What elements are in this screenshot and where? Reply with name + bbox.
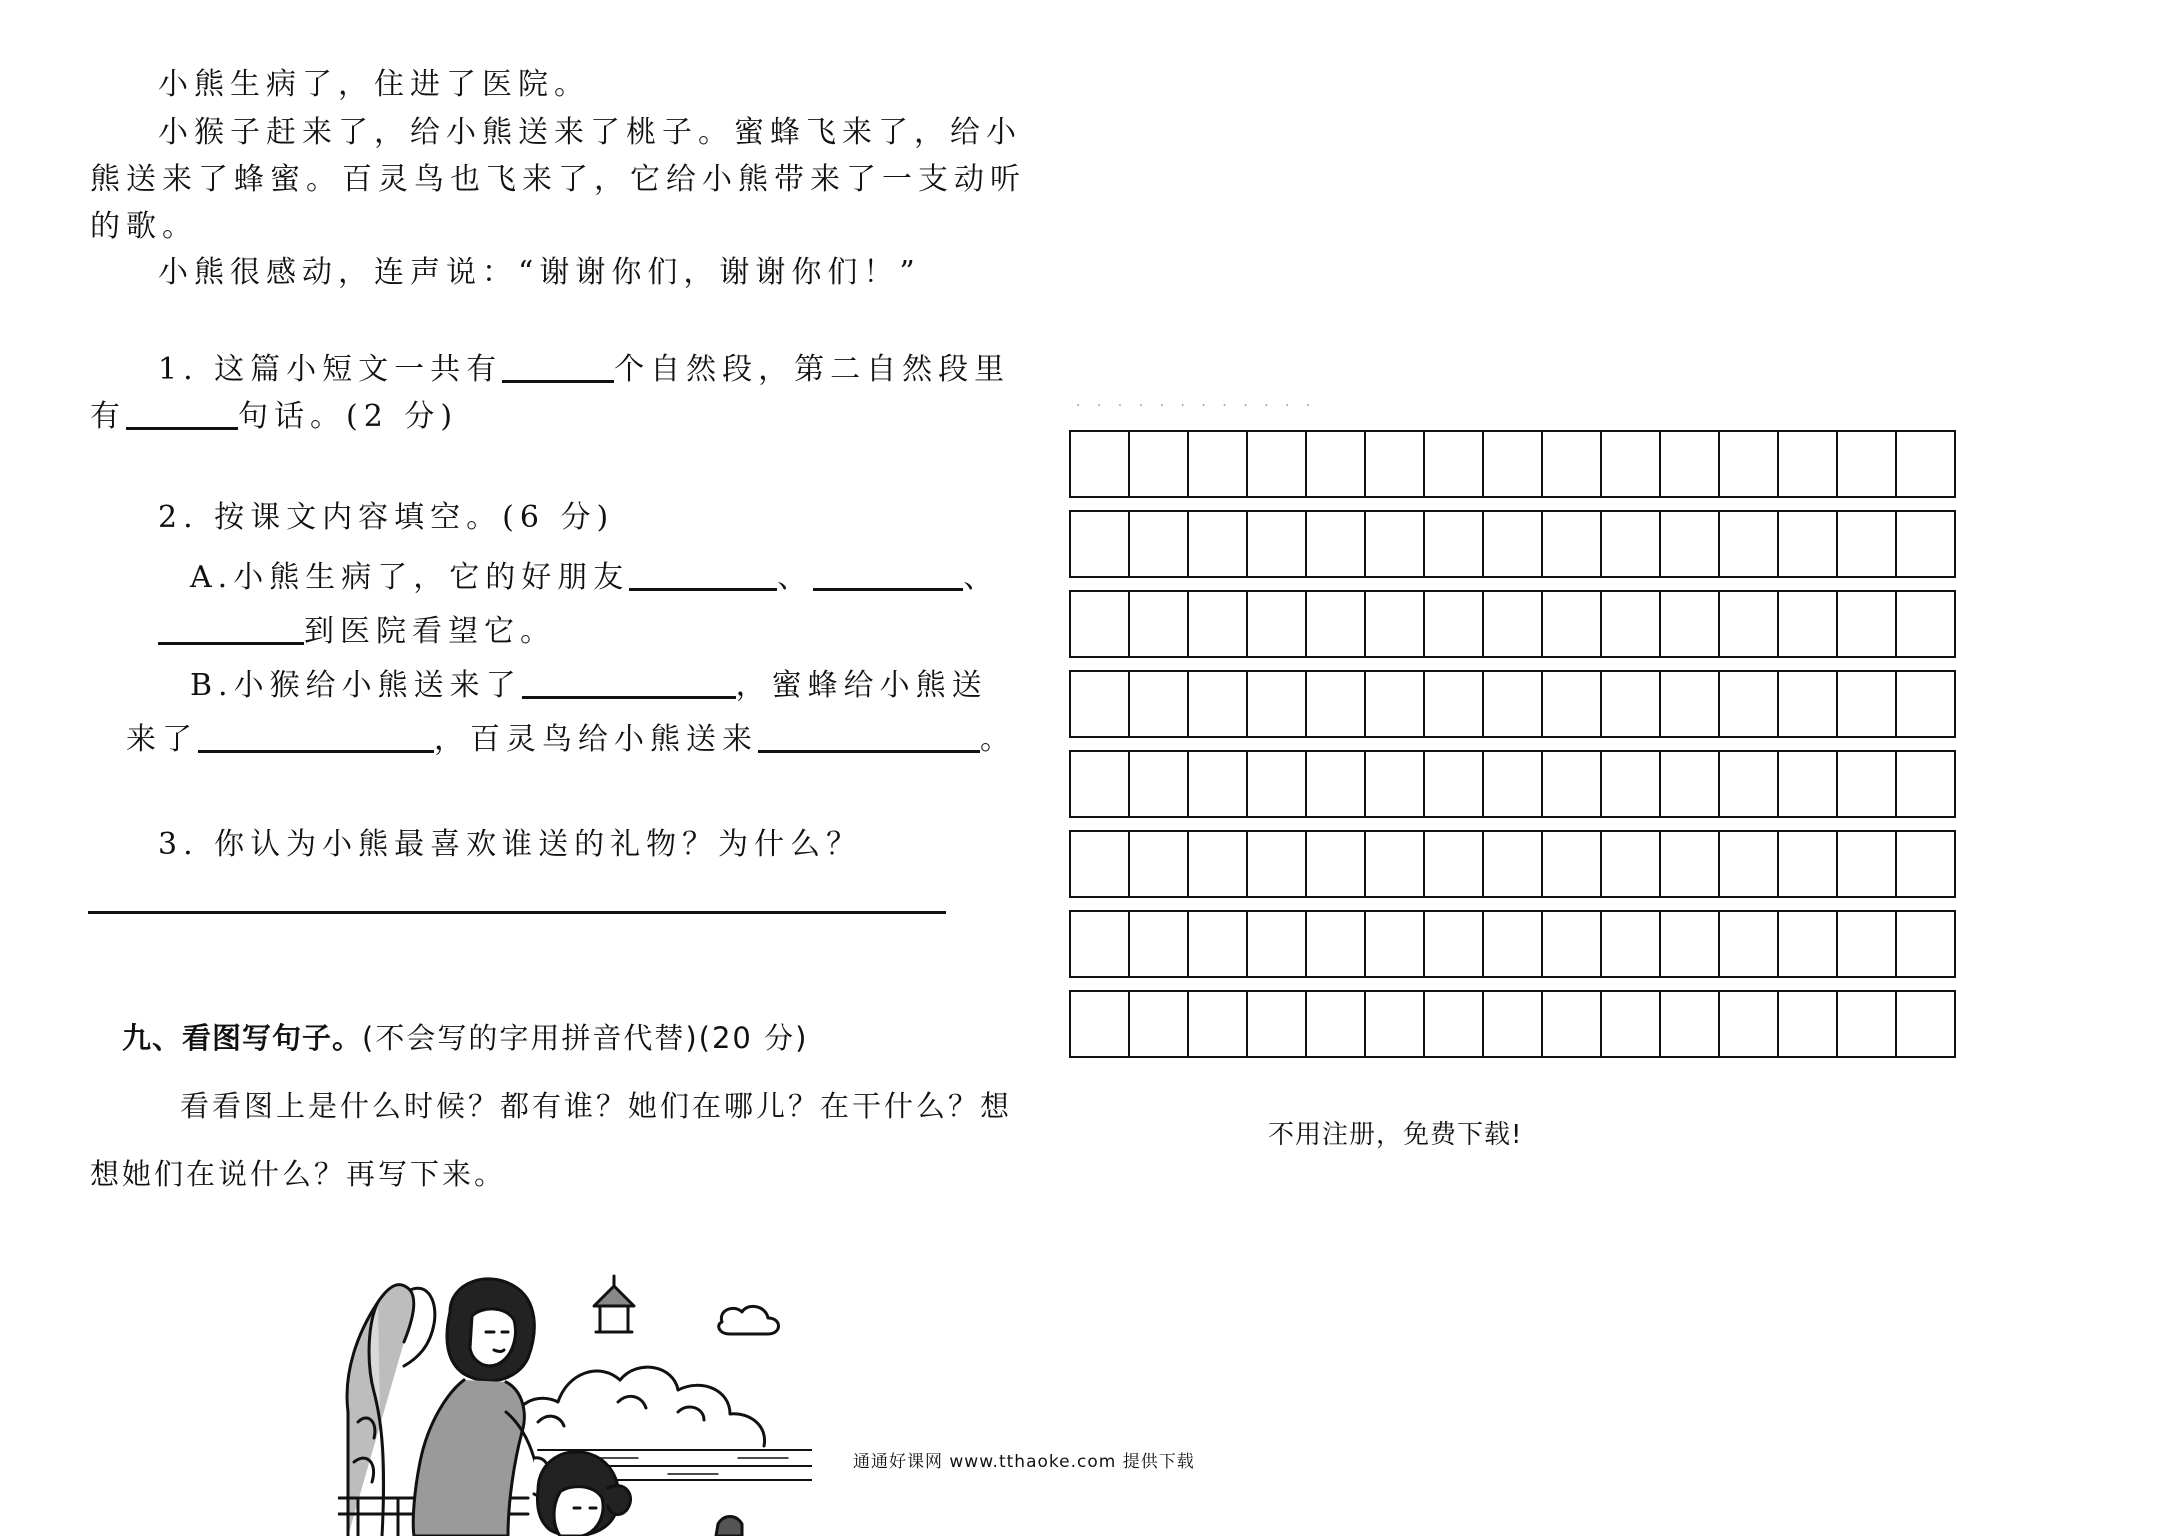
grid-cell[interactable]	[1484, 432, 1543, 496]
grid-cell[interactable]	[1425, 832, 1484, 896]
question-1-text-c: 有	[90, 399, 126, 434]
grid-cell[interactable]	[1779, 432, 1838, 496]
question-2-a-text-2: 到医院看望它。	[304, 614, 556, 649]
question-2-b-blank-lark[interactable]	[758, 720, 980, 753]
footer-source-credit: 通通好课网 www.tthaoke.com 提供下载	[853, 1452, 1195, 1472]
grid-cell[interactable]	[1661, 512, 1720, 576]
grid-row	[1069, 510, 1956, 578]
grid-cell[interactable]	[1484, 512, 1543, 576]
grid-cell[interactable]	[1189, 752, 1248, 816]
grid-cell[interactable]	[1189, 672, 1248, 736]
grid-cell[interactable]	[1661, 752, 1720, 816]
grid-cell[interactable]	[1248, 752, 1307, 816]
grid-row	[1069, 590, 1956, 658]
mother-daughter-park-illustration	[338, 1262, 812, 1536]
question-1-text-a: 1. 这篇小短文一共有	[158, 352, 503, 387]
grid-cell[interactable]	[1130, 512, 1189, 576]
grid-cell[interactable]	[1425, 432, 1484, 496]
question-2-b-blank-bee[interactable]	[198, 720, 434, 753]
question-2-a-line-1	[190, 558, 999, 593]
question-1-blank-sentences[interactable]	[126, 397, 238, 430]
grid-cell[interactable]	[1543, 432, 1602, 496]
grid-cell[interactable]	[1779, 912, 1838, 976]
illustration-svg	[338, 1262, 812, 1536]
grid-cell[interactable]	[1484, 832, 1543, 896]
grid-cell[interactable]	[1897, 672, 1954, 736]
grid-cell[interactable]	[1720, 672, 1779, 736]
grid-cell[interactable]	[1897, 992, 1954, 1056]
grid-cell[interactable]	[1071, 512, 1130, 576]
grid-cell[interactable]	[1189, 592, 1248, 656]
grid-cell[interactable]	[1897, 432, 1954, 496]
grid-cell[interactable]	[1602, 832, 1661, 896]
grid-cell[interactable]	[1366, 752, 1425, 816]
grid-cell[interactable]	[1897, 512, 1954, 576]
grid-cell[interactable]	[1071, 832, 1130, 896]
grid-cell[interactable]	[1602, 592, 1661, 656]
question-2-title: 2. 按课文内容填空。(6 分)	[158, 500, 615, 535]
grid-cell[interactable]	[1071, 752, 1130, 816]
question-1-text-b: 个自然段，第二自然段里	[614, 352, 1011, 387]
grid-cell[interactable]	[1897, 912, 1954, 976]
grid-cell[interactable]	[1661, 832, 1720, 896]
grid-cell[interactable]	[1071, 912, 1130, 976]
grid-cell[interactable]	[1779, 992, 1838, 1056]
grid-cell[interactable]	[1248, 992, 1307, 1056]
free-download-notice: 不用注册，免费下载!	[1268, 1120, 1523, 1150]
story-paragraph-1: 小熊生病了，住进了医院。	[158, 67, 590, 102]
grid-cell[interactable]	[1543, 912, 1602, 976]
grid-cell[interactable]	[1779, 832, 1838, 896]
question-1-line-2	[90, 397, 458, 432]
section-9-instruction-line-1: 看看图上是什么时候？都有谁？她们在哪儿？在干什么？想	[180, 1089, 1013, 1123]
grid-cell[interactable]	[1366, 672, 1425, 736]
grid-cell[interactable]	[1838, 992, 1897, 1056]
question-3-title: 3. 你认为小熊最喜欢谁送的礼物？为什么？	[158, 827, 863, 862]
grid-cell[interactable]	[1248, 432, 1307, 496]
grid-cell[interactable]	[1130, 432, 1189, 496]
question-2-b-line-1	[190, 666, 988, 701]
grid-cell[interactable]	[1130, 832, 1189, 896]
grid-cell[interactable]	[1366, 832, 1425, 896]
grid-cell[interactable]	[1543, 992, 1602, 1056]
grid-cell[interactable]	[1720, 912, 1779, 976]
grid-row	[1069, 430, 1956, 498]
grid-cell[interactable]	[1248, 592, 1307, 656]
grid-cell[interactable]	[1366, 512, 1425, 576]
grid-cell[interactable]	[1189, 512, 1248, 576]
grid-cell[interactable]	[1897, 832, 1954, 896]
grid-row	[1069, 670, 1956, 738]
grid-cell[interactable]	[1366, 992, 1425, 1056]
question-2-a-blank-3[interactable]	[158, 612, 304, 645]
grid-cell[interactable]	[1130, 752, 1189, 816]
grid-cell[interactable]	[1602, 672, 1661, 736]
grid-cell[interactable]	[1248, 672, 1307, 736]
grid-row	[1069, 990, 1956, 1058]
grid-cell[interactable]	[1838, 912, 1897, 976]
section-9-instruction-line-2: 想她们在说什么？再写下来。	[90, 1157, 507, 1191]
question-2-a-sep-1: 、	[777, 560, 814, 595]
grid-cell[interactable]	[1189, 832, 1248, 896]
grid-row	[1069, 830, 1956, 898]
grid-cell[interactable]	[1661, 432, 1720, 496]
grid-cell[interactable]	[1130, 592, 1189, 656]
grid-cell[interactable]	[1838, 672, 1897, 736]
grid-cell[interactable]	[1248, 832, 1307, 896]
question-2-b-text-c: 来了	[126, 722, 198, 757]
question-2-b-text-e: 。	[980, 722, 1016, 757]
grid-cell[interactable]	[1366, 592, 1425, 656]
grid-cell[interactable]	[1425, 992, 1484, 1056]
grid-cell[interactable]	[1838, 432, 1897, 496]
grid-cell[interactable]	[1071, 592, 1130, 656]
grid-cell[interactable]	[1425, 512, 1484, 576]
grid-cell[interactable]	[1779, 512, 1838, 576]
grid-cell[interactable]	[1838, 592, 1897, 656]
grid-cell[interactable]	[1543, 752, 1602, 816]
grid-cell[interactable]	[1307, 752, 1366, 816]
grid-cell[interactable]	[1661, 912, 1720, 976]
story-paragraph-3: 小熊很感动，连声说：“谢谢你们，谢谢你们！”	[158, 255, 921, 290]
grid-cell[interactable]	[1307, 912, 1366, 976]
grid-cell[interactable]	[1838, 752, 1897, 816]
question-2-b-text-a: B.小猴给小熊送来了	[190, 668, 522, 703]
story-paragraph-2-line-1: 小猴子赶来了，给小熊送来了桃子。蜜蜂飞来了，给小	[158, 115, 1022, 150]
grid-cell[interactable]	[1543, 832, 1602, 896]
grid-cell[interactable]	[1484, 672, 1543, 736]
section-9-note: (不会写的字用拼音代替)(20 分)	[362, 1021, 809, 1055]
grid-cell[interactable]	[1661, 592, 1720, 656]
grid-cell[interactable]	[1720, 592, 1779, 656]
section-9-title: 九、看图写句子。	[122, 1021, 363, 1055]
question-1-text-d: 句话。(2 分)	[238, 399, 459, 434]
grid-cell[interactable]	[1071, 672, 1130, 736]
grid-decorative-dots: · · · · · · · · · · · ·	[1076, 398, 1317, 414]
grid-cell[interactable]	[1130, 672, 1189, 736]
grid-cell[interactable]	[1484, 752, 1543, 816]
grid-cell[interactable]	[1661, 992, 1720, 1056]
grid-cell[interactable]	[1425, 592, 1484, 656]
grid-cell[interactable]	[1897, 752, 1954, 816]
grid-cell[interactable]	[1720, 992, 1779, 1056]
grid-cell[interactable]	[1307, 592, 1366, 656]
grid-cell[interactable]	[1248, 512, 1307, 576]
grid-cell[interactable]	[1189, 992, 1248, 1056]
grid-cell[interactable]	[1484, 992, 1543, 1056]
question-2-a-blank-2[interactable]	[813, 558, 963, 591]
grid-cell[interactable]	[1720, 752, 1779, 816]
grid-cell[interactable]	[1366, 912, 1425, 976]
grid-cell[interactable]	[1543, 592, 1602, 656]
grid-cell[interactable]	[1484, 912, 1543, 976]
question-2-a-text: A.小熊生病了，它的好朋友	[190, 560, 630, 595]
grid-cell[interactable]	[1425, 912, 1484, 976]
grid-cell[interactable]	[1779, 592, 1838, 656]
grid-cell[interactable]	[1484, 592, 1543, 656]
grid-cell[interactable]	[1779, 752, 1838, 816]
grid-cell[interactable]	[1779, 672, 1838, 736]
story-paragraph-2-line-3: 的歌。	[90, 209, 198, 244]
grid-cell[interactable]	[1130, 912, 1189, 976]
grid-cell[interactable]	[1897, 592, 1954, 656]
grid-cell[interactable]	[1366, 432, 1425, 496]
grid-cell[interactable]	[1425, 672, 1484, 736]
grid-cell[interactable]	[1307, 832, 1366, 896]
question-2-b-text-d: ，百灵鸟给小熊送来	[434, 722, 758, 757]
grid-cell[interactable]	[1602, 432, 1661, 496]
grid-cell[interactable]	[1661, 672, 1720, 736]
grid-cell[interactable]	[1602, 912, 1661, 976]
grid-cell[interactable]	[1307, 672, 1366, 736]
grid-cell[interactable]	[1602, 992, 1661, 1056]
grid-cell[interactable]	[1248, 912, 1307, 976]
grid-cell[interactable]	[1189, 912, 1248, 976]
question-1-line-1	[158, 350, 1010, 385]
composition-writing-grid[interactable]	[1069, 430, 1956, 1058]
grid-cell[interactable]	[1189, 432, 1248, 496]
question-2-a-sep-2: 、	[963, 560, 1000, 595]
question-2-b-blank-monkey[interactable]	[522, 666, 736, 699]
story-paragraph-2-line-2: 熊送来了蜂蜜。百灵鸟也飞来了，它给小熊带来了一支动听	[90, 162, 1026, 197]
grid-cell[interactable]	[1425, 752, 1484, 816]
grid-cell[interactable]	[1720, 832, 1779, 896]
grid-cell[interactable]	[1543, 672, 1602, 736]
grid-cell[interactable]	[1130, 992, 1189, 1056]
grid-cell[interactable]	[1602, 752, 1661, 816]
section-9-heading	[122, 1021, 809, 1055]
question-3-answer-line[interactable]	[88, 911, 946, 914]
grid-cell[interactable]	[1307, 432, 1366, 496]
grid-cell[interactable]	[1602, 512, 1661, 576]
grid-cell[interactable]	[1838, 512, 1897, 576]
grid-cell[interactable]	[1543, 512, 1602, 576]
grid-cell[interactable]	[1720, 432, 1779, 496]
question-1-blank-paragraphs[interactable]	[502, 350, 614, 383]
grid-cell[interactable]	[1071, 432, 1130, 496]
grid-cell[interactable]	[1307, 512, 1366, 576]
grid-row	[1069, 910, 1956, 978]
grid-cell[interactable]	[1071, 992, 1130, 1056]
grid-cell[interactable]	[1307, 992, 1366, 1056]
question-2-b-line-2	[126, 720, 1016, 755]
grid-cell[interactable]	[1720, 512, 1779, 576]
grid-row	[1069, 750, 1956, 818]
question-2-a-blank-1[interactable]	[629, 558, 777, 591]
grid-cell[interactable]	[1838, 832, 1897, 896]
question-2-a-line-2	[158, 612, 556, 647]
question-2-b-text-b: ，蜜蜂给小熊送	[735, 668, 988, 703]
